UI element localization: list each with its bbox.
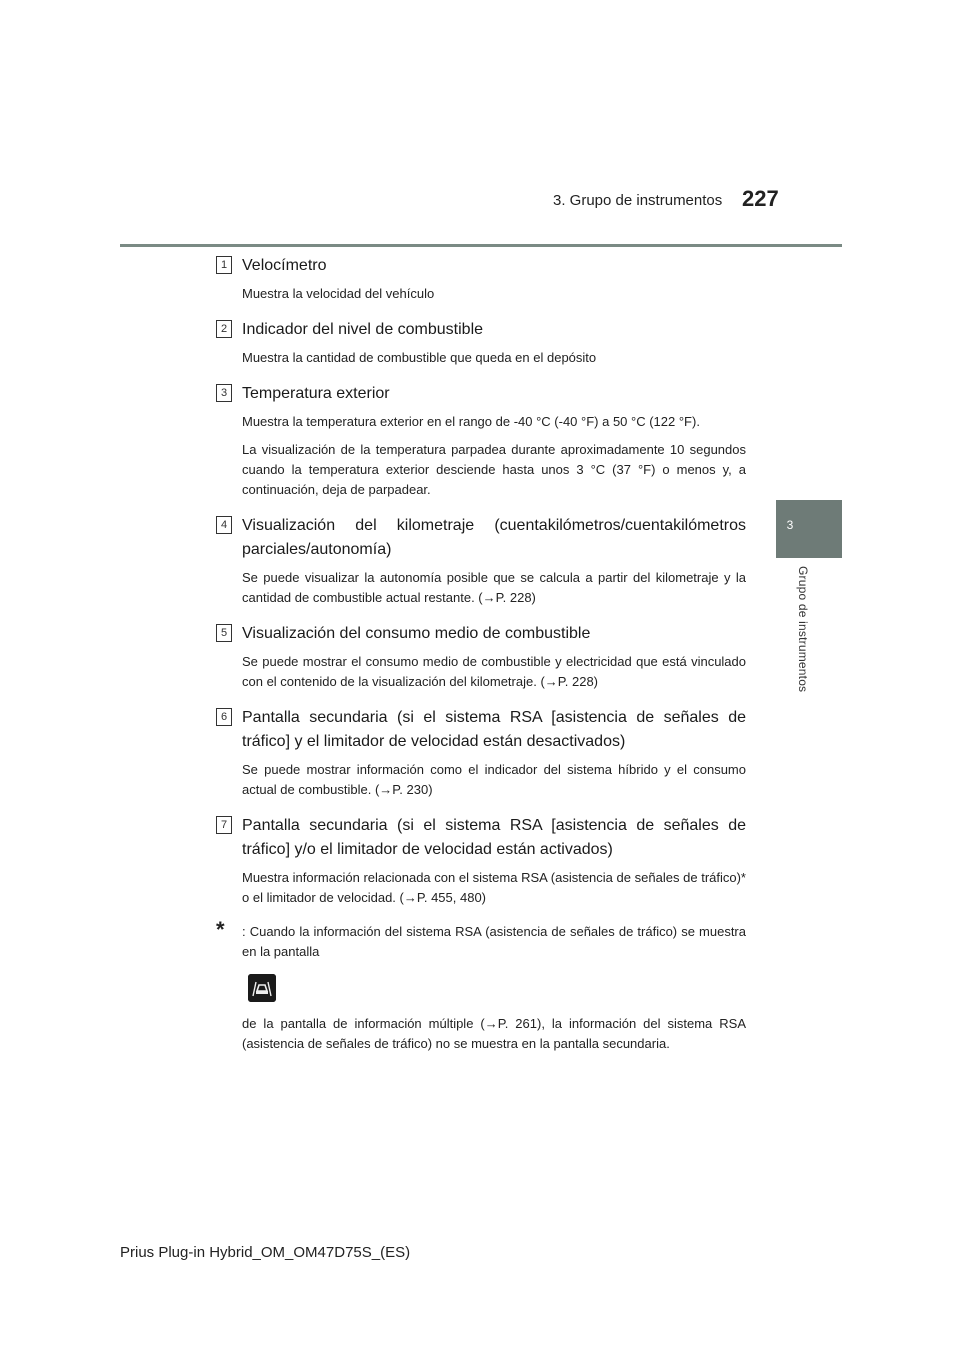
item-description: Se puede mostrar información como el indicador del sistema híbrido y el consumo actual de combustible. (→P. 230) <box>242 762 746 797</box>
item-number: 5 <box>216 624 232 642</box>
item-description: Muestra la temperatura exterior en el rango de -40 °C (-40 °F) a 50 °C (122 °F). <box>242 414 700 429</box>
item-description: Muestra la velocidad del vehículo <box>242 286 435 301</box>
item-description: Se puede mostrar el consumo medio de combustible y electricidad que está vinculado con el contenido de la visualización del kilometraje. (→P. 228) <box>242 654 746 689</box>
chapter-number: 3 <box>786 518 794 532</box>
chapter-label: Grupo de instrumentos <box>796 566 810 693</box>
page-header <box>0 0 960 250</box>
item-title: Temperatura exterior <box>242 385 390 402</box>
page-number: 227 <box>742 186 779 211</box>
footnote-text-2: de la pantalla de información múltiple (→P. 261), la información del sistema RSA (asistencia de señales de tráfico) no se muestra en la pantalla secundaria. <box>242 1016 746 1051</box>
list-item <box>216 706 746 800</box>
item-description: La visualización de la temperatura parpadea durante aproximadamente 10 segundos cuando la temperatura exterior desciende hasta unos 3 °C (37 °F) o menos y, a continuación, deja de parpadear. <box>242 442 746 497</box>
item-description: Muestra información relacionada con el sistema RSA (asistencia de señales de tráfico)* o el limitador de velocidad. (→P. 455, 480) <box>242 870 746 905</box>
footnote-marker: * <box>216 917 225 942</box>
main-content <box>216 254 746 1054</box>
header-divider <box>120 244 842 247</box>
item-description: Se puede visualizar la autonomía posible que se calcula a partir del kilometraje y la cantidad de combustible actual restante. (→P. 228) <box>242 570 746 605</box>
list-item <box>216 382 746 500</box>
chapter-tab <box>776 500 842 558</box>
vehicle-settings-icon-graphic <box>248 974 276 1002</box>
item-number: 6 <box>216 708 232 726</box>
item-number: 1 <box>216 256 232 274</box>
item-title: Velocímetro <box>242 257 327 274</box>
item-number: 2 <box>216 320 232 338</box>
footnote-icon-row <box>242 974 746 1002</box>
list-item <box>216 814 746 908</box>
item-title: Visualización del consumo medio de combustible <box>242 625 591 642</box>
list-item <box>216 254 746 304</box>
section-title: 3. Grupo de instrumentos <box>553 192 723 209</box>
vehicle-settings-icon <box>248 974 276 1002</box>
list-item <box>216 622 746 692</box>
item-number: 3 <box>216 384 232 402</box>
item-title: Pantalla secundaria (si el sistema RSA [asistencia de señales de tráfico] y el limitador de velocidad están desactivados) <box>242 709 746 750</box>
item-title: Indicador del nivel de combustible <box>242 321 484 338</box>
footnote-text-1: : Cuando la información del sistema RSA (asistencia de señales de tráfico) se muestra en la pantalla <box>242 924 746 959</box>
item-number: 7 <box>216 816 232 834</box>
list-item <box>216 318 746 368</box>
page-footer: Prius Plug-in Hybrid_OM_OM47D75S_(ES) <box>120 1244 411 1261</box>
item-title: Visualización del kilometraje (cuentakilómetros/cuentakilómetros parciales/autonomía) <box>242 517 746 558</box>
footnote <box>216 917 746 1054</box>
item-description: Muestra la cantidad de combustible que queda en el depósito <box>242 350 597 365</box>
item-title: Pantalla secundaria (si el sistema RSA [asistencia de señales de tráfico] y/o el limitador de velocidad están activados) <box>242 817 746 858</box>
item-number: 4 <box>216 516 232 534</box>
list-item <box>216 514 746 608</box>
